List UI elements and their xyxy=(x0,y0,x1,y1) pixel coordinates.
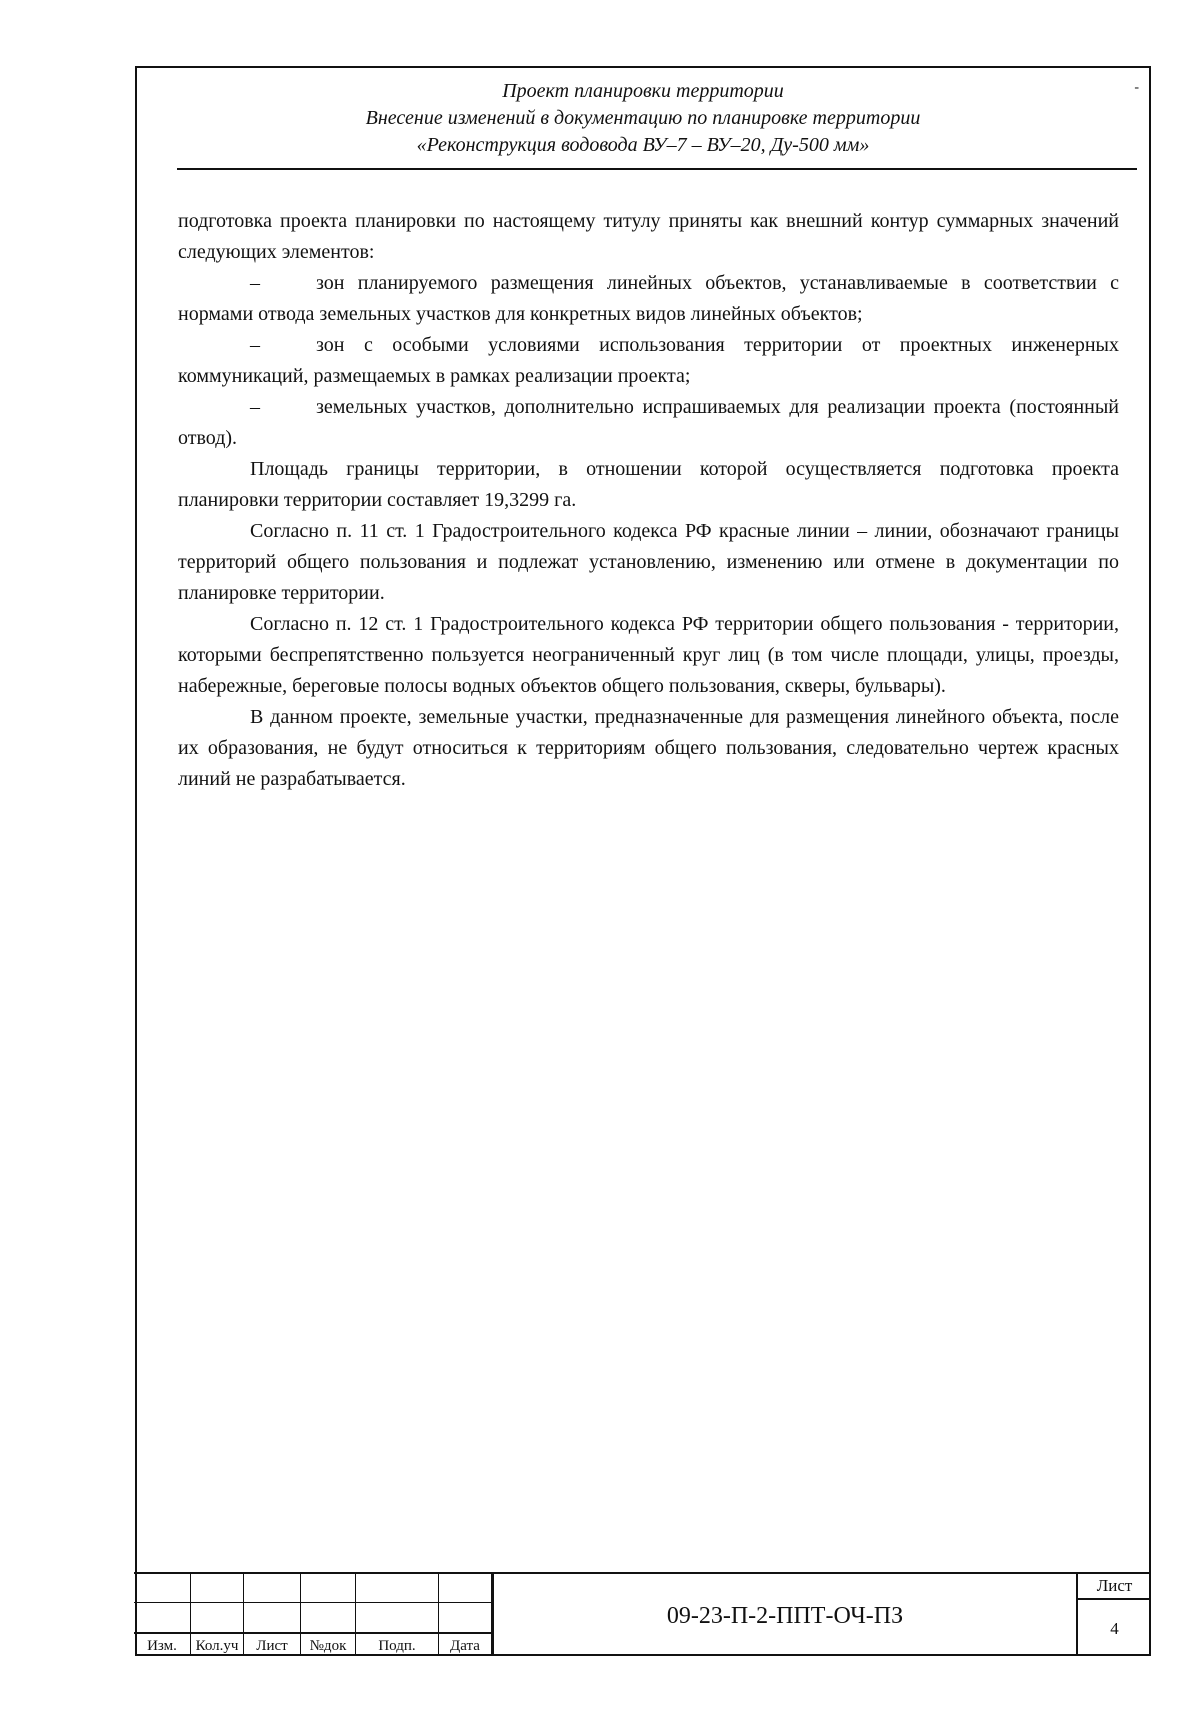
page-frame xyxy=(135,66,1151,1656)
bullet-dash: – xyxy=(250,272,260,294)
paragraph-1: подготовка проекта планировки по настоящему титулу приняты как внешний контур суммарных значений следующих элементов: xyxy=(178,210,1119,263)
bullet-3 xyxy=(178,392,1119,454)
bullet-2-text: зон с особыми условиями использования территории от проектных инженерных коммуникаций, размещаемых в рамках реализации проекта; xyxy=(178,334,1119,387)
tb-label-izm: Изм. xyxy=(134,1632,191,1656)
tb-label-data: Дата xyxy=(439,1632,492,1656)
tb-cell xyxy=(356,1602,439,1632)
tb-cell xyxy=(191,1602,244,1632)
tb-cell xyxy=(301,1572,356,1602)
bullet-2 xyxy=(178,330,1119,392)
header-line-3: «Реконструкция водовода ВУ–7 – ВУ–20, Ду-500 мм» xyxy=(416,134,870,156)
tb-cell xyxy=(439,1572,492,1602)
tb-label-list: Лист xyxy=(244,1632,301,1656)
tb-label-podp: Подп. xyxy=(356,1632,439,1656)
paragraph-3: Согласно п. 11 ст. 1 Градостроительного кодекса РФ красные линии – линии, обозначают границы территорий общего пользования и подлежат установлению, изменению или отмене в документации по планировке территории. xyxy=(178,520,1119,604)
sheet-number: 4 xyxy=(1110,1619,1119,1638)
sheet-box xyxy=(1076,1572,1151,1656)
header-line-1: Проект планировки территории xyxy=(502,80,784,102)
bullet-1-text: зон планируемого размещения линейных объектов, устанавливаемые в соответствии с нормами отвода земельных участков для конкретных видов линейных объектов; xyxy=(178,272,1119,325)
tb-cell xyxy=(134,1572,191,1602)
tb-cell xyxy=(439,1602,492,1632)
paragraph-2: Площадь границы территории, в отношении которой осуществляется подготовка проекта планировки территории составляет 19,3299 га. xyxy=(178,458,1119,511)
tb-label-kol-uch: Кол.уч xyxy=(191,1632,244,1656)
bullet-3-text: земельных участков, дополнительно испрашиваемых для реализации проекта (постоянный отвод). xyxy=(178,396,1119,449)
paragraph-4: Согласно п. 12 ст. 1 Градостроительного кодекса РФ территории общего пользования - территории, которыми беспрепятственно пользуется неограниченный круг лиц (в том числе площади, улицы, проезды, набережные, береговые полосы водных объектов общего пользования, скверы, бульвары). xyxy=(178,613,1119,697)
tb-cell xyxy=(301,1602,356,1632)
tb-cell xyxy=(244,1602,301,1632)
sheet-label: Лист xyxy=(1078,1574,1151,1600)
tb-cell xyxy=(356,1572,439,1602)
bullet-1 xyxy=(178,268,1119,330)
header-line-2: Внесение изменений в документацию по планировке территории xyxy=(365,107,921,129)
title-block xyxy=(134,1572,1151,1656)
tb-label-ndok: №док xyxy=(301,1632,356,1656)
document-body xyxy=(178,206,1119,795)
tb-cell xyxy=(134,1602,191,1632)
document-header xyxy=(137,78,1149,159)
bullet-dash: – xyxy=(250,334,260,356)
paragraph-5: В данном проекте, земельные участки, предназначенные для размещения линейного объекта, после их образования, не будут относиться к территориям общего пользования, следовательно чертеж красных линий не разрабатывается. xyxy=(178,706,1119,790)
tb-cell xyxy=(244,1572,301,1602)
corner-mark: - xyxy=(1134,80,1139,95)
tb-cell xyxy=(191,1572,244,1602)
bullet-dash: – xyxy=(250,396,260,418)
header-divider xyxy=(177,168,1137,170)
title-block-grid xyxy=(134,1572,492,1656)
document-code: 09-23-П-2-ППТ-ОЧ-ПЗ xyxy=(492,1572,1076,1656)
